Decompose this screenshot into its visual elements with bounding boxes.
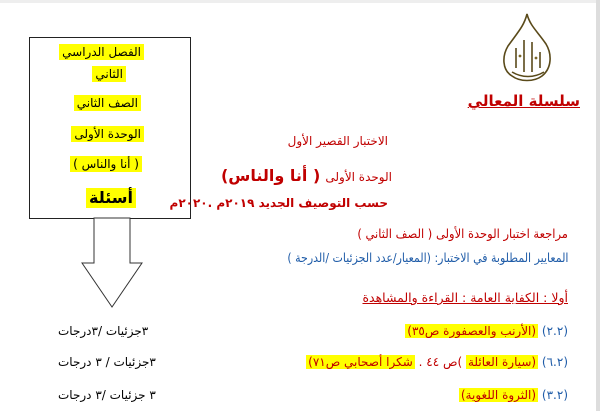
criteria-line: المعايير المطلوبة في الاختبار: (المعيار/عدد الجزئيات /الدرجة ): [286, 250, 568, 265]
criteria-lesson: (الثروة اللغوية): [460, 388, 537, 402]
unit-name-label: ( أنا والناس ): [70, 156, 142, 172]
criteria-row: [306, 355, 568, 369]
unit-prefix: الوحدة الأولى: [325, 170, 392, 184]
unit-label: الوحدة الأولى: [71, 126, 144, 142]
criteria-lesson: (الأرنب والعصفورة ص٣٥): [407, 324, 537, 338]
competency-line: أولا : الكفاية العامة : القراءة والمشاهدة: [362, 290, 568, 305]
criteria-number: (٦.٢): [541, 355, 568, 369]
criteria-page: )ص ٤٤ .: [418, 355, 463, 369]
criteria-score: ٣جزئيات /٣درجات: [58, 324, 149, 338]
questions-label: أسئلة: [86, 188, 136, 208]
unit-name: ( أنا والناس): [220, 166, 321, 185]
criteria-lesson: شكرا أصحابي ص٧١): [308, 355, 413, 369]
semester-label: الفصل الدراسي: [59, 44, 144, 60]
series-logo: [494, 12, 560, 84]
spec-line: حسب التوصيف الجديد ٢٠١٩م .٢٠٢٠م: [169, 196, 388, 210]
semester-value: الثاني: [92, 66, 126, 82]
grade-label: الصف الثاني: [74, 95, 141, 111]
criteria-row: [459, 388, 568, 402]
criteria-lesson: (سيارة العائلة: [467, 355, 537, 369]
down-arrow-icon: [80, 217, 144, 309]
unit-heading: [221, 166, 392, 185]
criteria-score: ٣جزئيات / ٣ درجات: [58, 355, 156, 369]
review-line: مراجعة اختبار الوحدة الأولى ( الصف الثاني ): [357, 226, 568, 241]
criteria-score: ٣ جزئيات /٣ درجات: [58, 388, 156, 402]
series-title: سلسلة المعالي: [467, 92, 580, 110]
criteria-number: (٢.٢): [541, 324, 568, 338]
criteria-number: (٣.٢): [541, 388, 568, 402]
quiz-title: الاختبار القصير الأول: [287, 134, 388, 148]
info-box: [29, 37, 191, 219]
criteria-row: [405, 324, 568, 338]
page-edge: [596, 0, 600, 411]
top-border: [0, 0, 600, 3]
